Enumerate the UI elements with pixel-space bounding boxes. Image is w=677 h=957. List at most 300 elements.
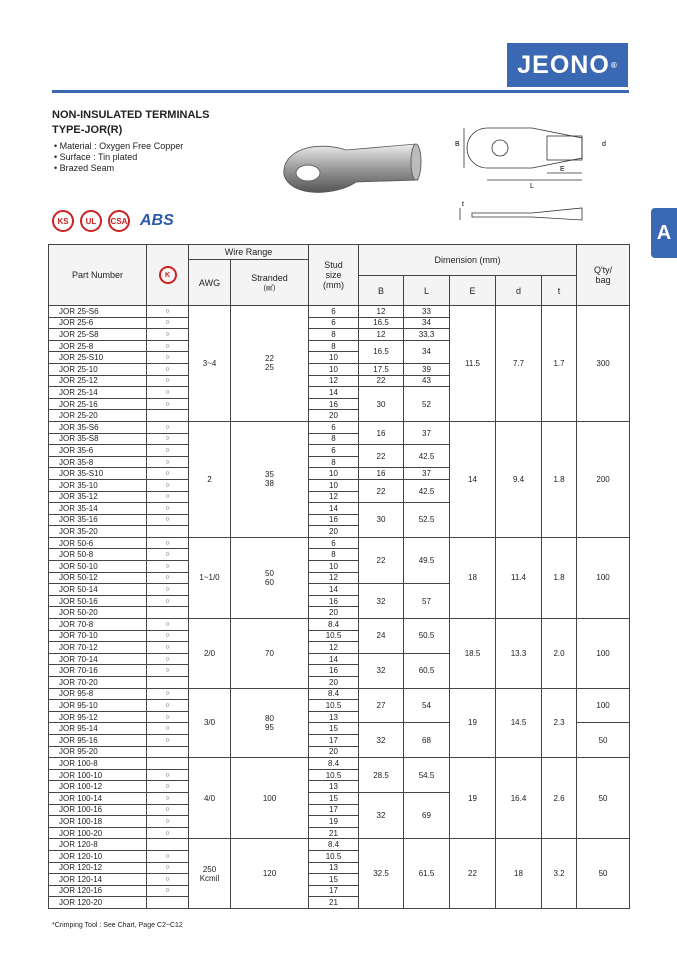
part-number-cell: JOR 50-16 xyxy=(49,595,147,607)
ks-mark-cell: ○ xyxy=(147,398,189,410)
ks-mark-cell: ○ xyxy=(147,491,189,503)
stranded-cell xyxy=(231,688,309,758)
part-number-cell: JOR 35-6 xyxy=(49,445,147,457)
stud-size-cell: 10 xyxy=(309,561,359,573)
dim-b-cell: 32 xyxy=(359,723,404,758)
part-number-cell: JOR 25-8 xyxy=(49,340,147,352)
stud-size-cell: 10.5 xyxy=(309,850,359,862)
stud-size-cell: 19 xyxy=(309,816,359,828)
dim-t-cell: 2.6 xyxy=(542,758,577,839)
ks-mark-cell: ○ xyxy=(147,514,189,526)
col-part-number: Part Number xyxy=(49,245,147,306)
ks-mark-cell: ○ xyxy=(147,700,189,712)
ks-mark-cell: ○ xyxy=(147,503,189,515)
stud-size-cell: 16 xyxy=(309,665,359,677)
brand-logo: JEONO ® xyxy=(507,43,628,87)
dim-t-cell: 2.3 xyxy=(542,688,577,758)
dim-l-cell: 33 xyxy=(404,306,450,318)
stud-size-cell: 16 xyxy=(309,595,359,607)
certification-marks xyxy=(52,210,174,232)
ks-mark-cell: ○ xyxy=(147,479,189,491)
stud-size-cell: 20 xyxy=(309,526,359,538)
stud-size-cell: 8.4 xyxy=(309,619,359,631)
stud-size-cell: 15 xyxy=(309,723,359,735)
part-number-cell: JOR 35-16 xyxy=(49,514,147,526)
table-row xyxy=(49,306,630,318)
awg-line: 2 xyxy=(207,474,212,484)
col-l: L xyxy=(404,276,450,306)
terminal-photo xyxy=(276,130,426,200)
ks-mark-cell: ○ xyxy=(147,723,189,735)
stud-size-cell: 14 xyxy=(309,387,359,399)
dim-b-cell: 32.5 xyxy=(359,839,404,909)
ks-mark-cell: ○ xyxy=(147,306,189,318)
part-number-cell: JOR 100-18 xyxy=(49,816,147,828)
stud-size-cell: 8.4 xyxy=(309,758,359,770)
qty-cell: 50 xyxy=(577,758,630,839)
stud-size-cell: 20 xyxy=(309,607,359,619)
dim-l-cell: 52.5 xyxy=(404,503,450,538)
stud-size-cell: 12 xyxy=(309,642,359,654)
spec-material: • Material : Oxygen Free Copper xyxy=(54,141,183,152)
stranded-cell xyxy=(231,839,309,909)
dim-b-cell: 16 xyxy=(359,468,404,480)
stud-size-cell: 10.5 xyxy=(309,700,359,712)
stranded-value: 95 xyxy=(265,722,274,732)
stud-size-cell: 10 xyxy=(309,363,359,375)
dim-label-b: B xyxy=(455,141,460,148)
dim-l-cell: 37 xyxy=(404,468,450,480)
dim-e-cell: 18 xyxy=(450,537,496,618)
qty-cell: 100 xyxy=(577,537,630,618)
part-number-cell: JOR 35-8 xyxy=(49,456,147,468)
dim-l-cell: 61.5 xyxy=(404,839,450,909)
part-number-cell: JOR 25-14 xyxy=(49,387,147,399)
ks-mark-cell: ○ xyxy=(147,827,189,839)
dim-b-cell: 16.5 xyxy=(359,340,404,363)
stranded-cell xyxy=(231,537,309,618)
stud-size-cell: 21 xyxy=(309,827,359,839)
ks-mark-cell: ○ xyxy=(147,375,189,387)
part-number-cell: JOR 35-10 xyxy=(49,479,147,491)
stud-size-cell: 6 xyxy=(309,306,359,318)
stranded-cell xyxy=(231,306,309,422)
ul-mark-icon: UL xyxy=(80,210,102,232)
stud-size-cell: 6 xyxy=(309,445,359,457)
stud-size-cell: 16 xyxy=(309,514,359,526)
part-number-cell: JOR 25-S8 xyxy=(49,329,147,341)
dim-e-cell: 22 xyxy=(450,839,496,909)
part-number-cell: JOR 95-20 xyxy=(49,746,147,758)
dim-b-cell: 24 xyxy=(359,619,404,654)
stud-size-cell: 17 xyxy=(309,734,359,746)
part-number-cell: JOR 25-S10 xyxy=(49,352,147,364)
part-number-cell: JOR 120-20 xyxy=(49,897,147,909)
ks-mark-cell: ○ xyxy=(147,456,189,468)
dim-label-l: L xyxy=(530,183,534,190)
part-number-cell: JOR 70-8 xyxy=(49,619,147,631)
part-number-cell: JOR 100-16 xyxy=(49,804,147,816)
col-wire-range: Wire Range xyxy=(189,245,309,260)
table-row xyxy=(49,758,630,770)
table-row xyxy=(49,537,630,549)
part-number-cell: JOR 70-10 xyxy=(49,630,147,642)
stranded-cell xyxy=(231,758,309,839)
stud-size-cell: 21 xyxy=(309,897,359,909)
ks-mark-cell: ○ xyxy=(147,340,189,352)
ks-mark-cell: ○ xyxy=(147,850,189,862)
stranded-value: 22 xyxy=(265,354,274,364)
stud-size-cell: 10 xyxy=(309,352,359,364)
awg-cell xyxy=(189,306,231,422)
section-tab[interactable]: A xyxy=(651,208,677,258)
dim-l-cell: 50.5 xyxy=(404,619,450,654)
part-number-cell: JOR 35-12 xyxy=(49,491,147,503)
spec-seam: • Brazed Seam xyxy=(54,163,183,174)
part-number-cell: JOR 120-14 xyxy=(49,874,147,886)
ks-mark-cell: ○ xyxy=(147,584,189,596)
part-number-cell: JOR 95-16 xyxy=(49,734,147,746)
part-number-cell: JOR 70-14 xyxy=(49,653,147,665)
dim-b-cell: 32 xyxy=(359,792,404,838)
page-subtitle: TYPE-JOR(R) xyxy=(52,124,123,136)
part-number-cell: JOR 50-20 xyxy=(49,607,147,619)
part-number-cell: JOR 35-20 xyxy=(49,526,147,538)
table-row xyxy=(49,421,630,433)
dim-b-cell: 22 xyxy=(359,479,404,502)
dim-b-cell: 22 xyxy=(359,445,404,468)
dim-l-cell: 54 xyxy=(404,688,450,723)
dim-l-cell: 49.5 xyxy=(404,537,450,583)
dim-l-cell: 69 xyxy=(404,792,450,838)
ks-mark-cell: ○ xyxy=(147,874,189,886)
dim-l-cell: 57 xyxy=(404,584,450,619)
part-number-cell: JOR 25-16 xyxy=(49,398,147,410)
part-number-cell: JOR 95-8 xyxy=(49,688,147,700)
part-number-cell: JOR 100-14 xyxy=(49,792,147,804)
part-number-cell: JOR 70-20 xyxy=(49,677,147,689)
part-number-cell: JOR 50-10 xyxy=(49,561,147,573)
stranded-value: 25 xyxy=(265,363,274,373)
dim-label-t: t xyxy=(462,201,464,208)
ks-mark-cell: ○ xyxy=(147,421,189,433)
dim-l-cell: 34 xyxy=(404,340,450,363)
ks-mark-cell: ○ xyxy=(147,816,189,828)
dim-l-cell: 68 xyxy=(404,723,450,758)
part-number-cell: JOR 50-14 xyxy=(49,584,147,596)
part-number-cell: JOR 35-S8 xyxy=(49,433,147,445)
part-number-cell: JOR 50-12 xyxy=(49,572,147,584)
part-number-cell: JOR 100-20 xyxy=(49,827,147,839)
dim-l-cell: 42.5 xyxy=(404,445,450,468)
dim-l-cell: 52 xyxy=(404,387,450,422)
dim-l-cell: 33.3 xyxy=(404,329,450,341)
stud-size-cell: 13 xyxy=(309,711,359,723)
part-number-cell: JOR 100-12 xyxy=(49,781,147,793)
dim-d-cell: 11.4 xyxy=(496,537,542,618)
ks-mark-cell: ○ xyxy=(147,329,189,341)
stud-size-cell: 8.4 xyxy=(309,688,359,700)
table-body xyxy=(49,306,630,909)
dim-label-d: d xyxy=(602,141,606,148)
ks-mark-cell: ○ xyxy=(147,572,189,584)
dim-e-cell: 19 xyxy=(450,688,496,758)
stranded-value: 70 xyxy=(265,648,274,658)
stud-size-cell: 12 xyxy=(309,491,359,503)
stud-size-cell: 6 xyxy=(309,537,359,549)
awg-cell xyxy=(189,619,231,689)
stud-size-cell: 17 xyxy=(309,804,359,816)
part-number-cell: JOR 50-6 xyxy=(49,537,147,549)
part-number-cell: JOR 25-10 xyxy=(49,363,147,375)
dim-t-cell: 1.8 xyxy=(542,537,577,618)
table-row xyxy=(49,619,630,631)
awg-line: 3/0 xyxy=(203,718,216,728)
dim-b-cell: 30 xyxy=(359,387,404,422)
dim-e-cell: 11.5 xyxy=(450,306,496,422)
dim-l-cell: 42.5 xyxy=(404,479,450,502)
col-dimension: Dimension (mm) xyxy=(359,245,577,276)
ks-mark-cell: ○ xyxy=(147,769,189,781)
dim-b-cell: 12 xyxy=(359,306,404,318)
awg-line: Kcmil xyxy=(199,873,220,883)
col-e: E xyxy=(450,276,496,306)
qty-cell: 50 xyxy=(577,839,630,909)
spec-surface: • Surface : Tin plated xyxy=(54,152,183,163)
dim-t-cell: 1.7 xyxy=(542,306,577,422)
stud-size-cell: 16 xyxy=(309,398,359,410)
ks-mark-cell: ○ xyxy=(147,885,189,897)
dim-b-cell: 32 xyxy=(359,584,404,619)
dim-d-cell: 16.4 xyxy=(496,758,542,839)
part-number-cell: JOR 25-6 xyxy=(49,317,147,329)
awg-cell xyxy=(189,537,231,618)
dim-b-cell: 22 xyxy=(359,375,404,387)
stranded-value: 60 xyxy=(265,577,274,587)
part-number-cell: JOR 95-12 xyxy=(49,711,147,723)
part-number-cell: JOR 25-20 xyxy=(49,410,147,422)
spec-list xyxy=(54,141,183,174)
stranded-value: 120 xyxy=(262,869,277,879)
ks-mark-cell: ○ xyxy=(147,619,189,631)
col-d: d xyxy=(496,276,542,306)
ks-mark-cell: ○ xyxy=(147,445,189,457)
stranded-value: 50 xyxy=(265,568,274,578)
abs-mark: ABS xyxy=(140,212,174,229)
part-number-cell: JOR 70-16 xyxy=(49,665,147,677)
dim-b-cell: 28.5 xyxy=(359,758,404,793)
part-number-cell: JOR 50-8 xyxy=(49,549,147,561)
dim-b-cell: 32 xyxy=(359,653,404,688)
dim-t-cell: 2.0 xyxy=(542,619,577,689)
awg-line: 1~1/0 xyxy=(199,573,220,583)
dim-b-cell: 27 xyxy=(359,688,404,723)
stranded-value: 100 xyxy=(262,793,277,803)
part-number-cell: JOR 120-12 xyxy=(49,862,147,874)
dim-b-cell: 12 xyxy=(359,329,404,341)
ks-mark-cell: ○ xyxy=(147,630,189,642)
ks-mark-cell: ○ xyxy=(147,688,189,700)
stud-size-cell: 14 xyxy=(309,584,359,596)
dim-b-cell: 22 xyxy=(359,537,404,583)
ks-mark-cell: ○ xyxy=(147,537,189,549)
part-number-cell: JOR 70-12 xyxy=(49,642,147,654)
spec-table xyxy=(48,244,630,909)
col-b: B xyxy=(359,276,404,306)
page-title: NON-INSULATED TERMINALS xyxy=(52,109,210,121)
col-ks-icon: K xyxy=(147,245,189,306)
part-number-cell: JOR 100-8 xyxy=(49,758,147,770)
stranded-cell xyxy=(231,421,309,537)
qty-cell: 300 xyxy=(577,306,630,422)
ks-mark-cell: ○ xyxy=(147,734,189,746)
dim-l-cell: 37 xyxy=(404,421,450,444)
header-rule xyxy=(52,90,629,93)
ks-mark-cell xyxy=(147,607,189,619)
part-number-cell: JOR 25-S6 xyxy=(49,306,147,318)
part-number-cell: JOR 120-8 xyxy=(49,839,147,851)
dim-b-cell: 17.5 xyxy=(359,363,404,375)
stud-size-cell: 14 xyxy=(309,503,359,515)
stud-size-cell: 10 xyxy=(309,468,359,480)
stud-size-cell: 12 xyxy=(309,375,359,387)
col-stud-size: Stud size (mm) xyxy=(309,245,359,306)
table-row xyxy=(49,688,630,700)
part-number-cell: JOR 100-10 xyxy=(49,769,147,781)
stranded-cell xyxy=(231,619,309,689)
awg-cell xyxy=(189,758,231,839)
csa-mark-icon: CSA xyxy=(108,210,130,232)
qty-cell: 100 xyxy=(577,688,630,723)
part-number-cell: JOR 120-16 xyxy=(49,885,147,897)
stud-size-cell: 12 xyxy=(309,572,359,584)
stud-size-cell: 13 xyxy=(309,862,359,874)
awg-line: 4/0 xyxy=(203,793,216,803)
col-t: t xyxy=(542,276,577,306)
stud-size-cell: 10.5 xyxy=(309,769,359,781)
ks-mark-cell: ○ xyxy=(147,665,189,677)
stud-size-cell: 10.5 xyxy=(309,630,359,642)
dim-d-cell: 18 xyxy=(496,839,542,909)
stud-size-cell: 8 xyxy=(309,549,359,561)
dim-e-cell: 14 xyxy=(450,421,496,537)
dim-b-cell: 16.5 xyxy=(359,317,404,329)
ks-mark-cell: ○ xyxy=(147,363,189,375)
ks-mark-cell: ○ xyxy=(147,352,189,364)
stud-size-cell: 8 xyxy=(309,340,359,352)
stud-size-cell: 8 xyxy=(309,329,359,341)
ks-mark-cell: ○ xyxy=(147,862,189,874)
ks-mark-cell xyxy=(147,526,189,538)
stud-size-cell: 20 xyxy=(309,677,359,689)
dim-label-e: E xyxy=(560,166,565,173)
part-number-cell: JOR 95-10 xyxy=(49,700,147,712)
ks-mark-cell: ○ xyxy=(147,781,189,793)
awg-line: 2/0 xyxy=(203,648,216,658)
part-number-cell: JOR 35-S10 xyxy=(49,468,147,480)
awg-line: 250 xyxy=(202,864,217,874)
part-number-cell: JOR 35-S6 xyxy=(49,421,147,433)
dim-l-cell: 34 xyxy=(404,317,450,329)
awg-cell xyxy=(189,688,231,758)
ks-mark-cell: ○ xyxy=(147,387,189,399)
stud-size-cell: 8 xyxy=(309,433,359,445)
stud-size-cell: 15 xyxy=(309,792,359,804)
stud-size-cell: 13 xyxy=(309,781,359,793)
ks-mark-icon: KS xyxy=(52,210,74,232)
ks-mark-cell: ○ xyxy=(147,804,189,816)
ks-mark-cell: ○ xyxy=(147,468,189,480)
part-number-cell: JOR 25-12 xyxy=(49,375,147,387)
dim-d-cell: 9.4 xyxy=(496,421,542,537)
stud-size-cell: 6 xyxy=(309,421,359,433)
dim-l-cell: 39 xyxy=(404,363,450,375)
ks-mark-cell: ○ xyxy=(147,595,189,607)
footnote: *Crimping Tool : See Chart, Page C2~C12 xyxy=(52,922,183,929)
qty-cell: 50 xyxy=(577,723,630,758)
stranded-value: 80 xyxy=(265,713,274,723)
qty-cell: 200 xyxy=(577,421,630,537)
dim-b-cell: 16 xyxy=(359,421,404,444)
ks-mark-cell: ○ xyxy=(147,433,189,445)
ks-mark-cell xyxy=(147,839,189,851)
stud-size-cell: 10 xyxy=(309,479,359,491)
dim-l-cell: 60.5 xyxy=(404,653,450,688)
qty-cell: 100 xyxy=(577,619,630,689)
awg-line: 3~4 xyxy=(202,358,217,368)
stud-size-cell: 6 xyxy=(309,317,359,329)
stud-size-cell: 14 xyxy=(309,653,359,665)
col-awg: AWG xyxy=(189,260,231,306)
ks-mark-cell xyxy=(147,410,189,422)
ks-mark-cell: ○ xyxy=(147,792,189,804)
stud-size-cell: 20 xyxy=(309,746,359,758)
dim-d-cell: 14.5 xyxy=(496,688,542,758)
ks-mark-cell: ○ xyxy=(147,561,189,573)
stud-size-cell: 17 xyxy=(309,885,359,897)
awg-cell xyxy=(189,839,231,909)
stud-size-cell: 20 xyxy=(309,410,359,422)
dimension-drawing xyxy=(452,118,617,238)
dim-b-cell: 30 xyxy=(359,503,404,538)
awg-cell xyxy=(189,421,231,537)
col-stranded: Stranded (㎟) xyxy=(231,260,309,306)
ks-mark-cell: ○ xyxy=(147,653,189,665)
dim-t-cell: 1.8 xyxy=(542,421,577,537)
dim-l-cell: 43 xyxy=(404,375,450,387)
stud-size-cell: 8.4 xyxy=(309,839,359,851)
ks-mark-cell xyxy=(147,677,189,689)
dim-l-cell: 54.5 xyxy=(404,758,450,793)
ks-mark-cell: ○ xyxy=(147,549,189,561)
dim-d-cell: 13.3 xyxy=(496,619,542,689)
dim-e-cell: 19 xyxy=(450,758,496,839)
stud-size-cell: 8 xyxy=(309,456,359,468)
ks-mark-cell: ○ xyxy=(147,317,189,329)
stud-size-cell: 15 xyxy=(309,874,359,886)
dim-t-cell: 3.2 xyxy=(542,839,577,909)
ks-mark-cell xyxy=(147,897,189,909)
dim-e-cell: 18.5 xyxy=(450,619,496,689)
stranded-value: 38 xyxy=(265,479,274,489)
table-row xyxy=(49,839,630,851)
part-number-cell: JOR 95-14 xyxy=(49,723,147,735)
stranded-value: 35 xyxy=(265,470,274,480)
dim-d-cell: 7.7 xyxy=(496,306,542,422)
ks-mark-cell xyxy=(147,758,189,770)
ks-mark-cell: ○ xyxy=(147,711,189,723)
ks-mark-cell xyxy=(147,746,189,758)
